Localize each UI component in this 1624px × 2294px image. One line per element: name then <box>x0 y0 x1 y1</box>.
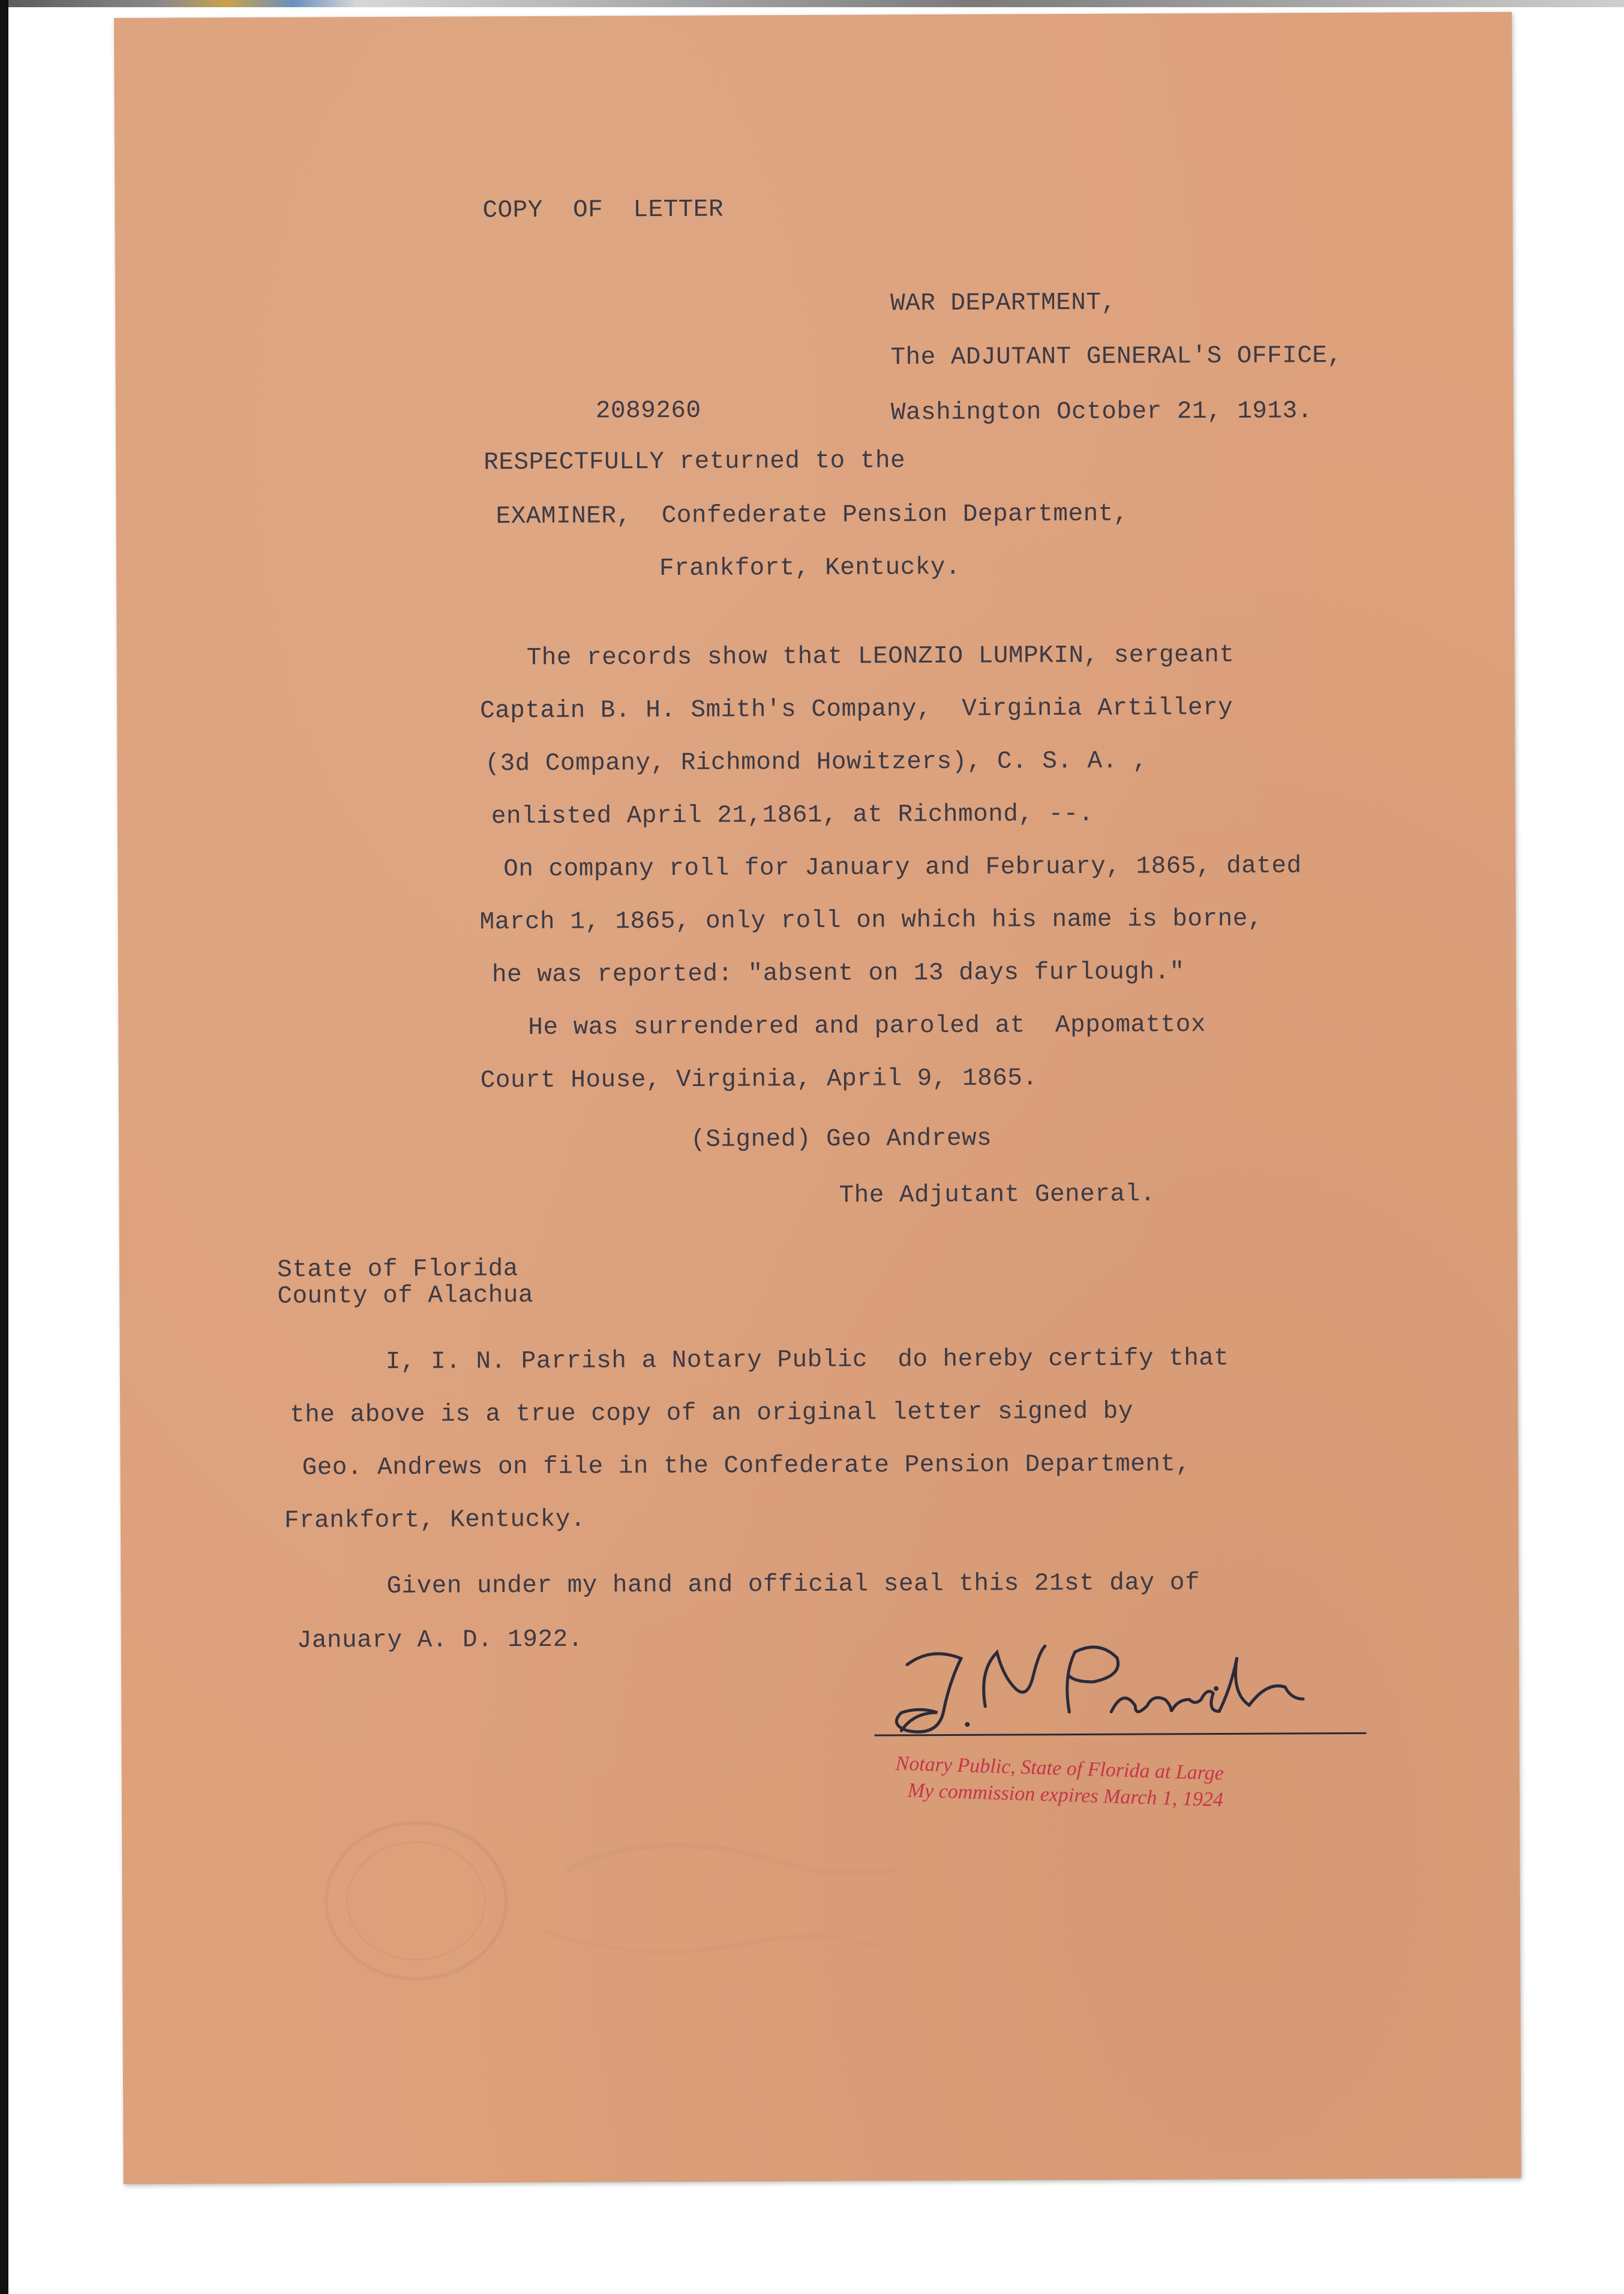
office-line: The ADJUTANT GENERAL'S OFFICE, <box>890 342 1343 372</box>
notary-stamp-line: Notary Public, State of Florida at Large <box>895 1752 1224 1785</box>
body-line: Court House, Virginia, April 9, 1865. <box>480 1064 1038 1095</box>
certification-line: Geo. Andrews on file in the Confederate Pension Department, <box>302 1450 1191 1482</box>
file-number: 2089260 <box>595 397 701 425</box>
given-line: Given under my hand and official seal this 21st day of <box>386 1569 1200 1601</box>
body-line: On company roll for January and February, 1865, dated <box>503 852 1302 884</box>
city-line: Frankfort, Kentucky. <box>659 553 961 583</box>
scan-edge-left <box>0 0 8 2294</box>
body-line: He was surrendered and paroled at Appomattox <box>528 1011 1206 1042</box>
certification-line: I, I. N. Parrish a Notary Public do hereby certify that <box>385 1344 1229 1377</box>
place-date-line: Washington October 21, 1913. <box>890 397 1313 427</box>
venue-state: State of Florida <box>277 1255 518 1284</box>
body-line: he was reported: "absent on 13 days furlough." <box>491 958 1185 989</box>
body-line: March 1, 1865, only roll on which his name is borne, <box>479 905 1263 937</box>
body-line: (3d Company, Richmond Howitzers), C. S. A. , <box>485 747 1148 778</box>
body-line: enlisted April 21,1861, at Richmond, --. <box>491 800 1094 831</box>
scan-edge-top <box>0 0 1624 7</box>
department-line: WAR DEPARTMENT, <box>890 289 1116 318</box>
letter-page <box>114 12 1521 2184</box>
certification-line: Frankfort, Kentucky. <box>284 1506 586 1535</box>
signer-title: The Adjutant General. <box>839 1180 1155 1210</box>
body-line: The records show that LEONZIO LUMPKIN, sergeant <box>526 641 1235 673</box>
letter-heading: COPY OF LETTER <box>482 196 724 225</box>
body-line: Captain B. H. Smith's Company, Virginia Artillery <box>479 694 1233 725</box>
notary-stamp-line: My commission expires March 1, 1924 <box>907 1779 1224 1812</box>
signed-line: (Signed) Geo Andrews <box>691 1124 992 1154</box>
addressee-line: EXAMINER, Confederate Pension Department, <box>496 500 1129 531</box>
venue-county: County of Alachua <box>277 1281 534 1311</box>
returned-line: RESPECTFULLY returned to the <box>484 447 906 477</box>
certification-line: the above is a true copy of an original letter signed by <box>290 1398 1134 1429</box>
notary-seal-impression <box>314 1743 915 1997</box>
given-date-line: January A. D. 1922. <box>296 1626 583 1655</box>
